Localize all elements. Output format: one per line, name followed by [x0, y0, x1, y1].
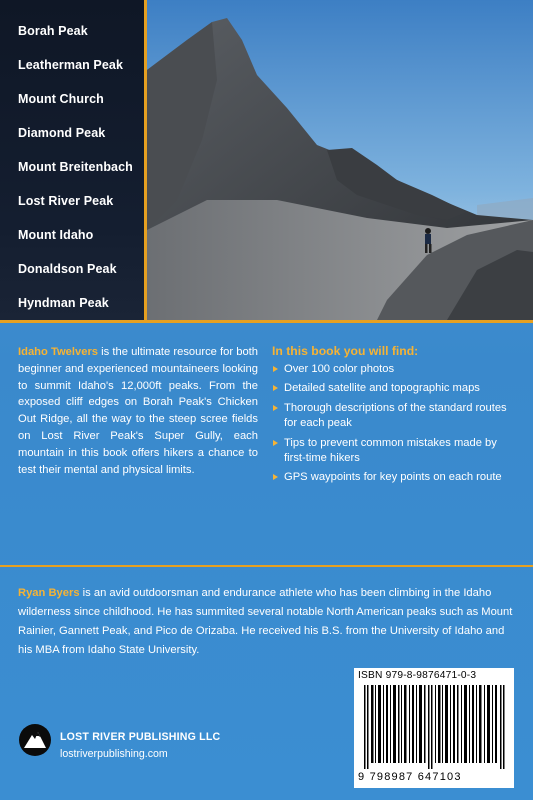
isbn-barcode-box — [354, 668, 514, 788]
features-section — [272, 344, 512, 490]
peak-list-item: Lost River Peak — [18, 194, 114, 208]
feature-item — [272, 381, 512, 396]
peak-list-item: Donaldson Peak — [18, 262, 117, 276]
peak-list-item: Diamond Peak — [18, 126, 106, 140]
author-bio — [18, 584, 518, 660]
peak-list-item: Hyndman Peak — [18, 296, 109, 310]
feature-item-text: Tips to prevent common mistakes made by first-time hikers — [284, 436, 497, 465]
peak-list-panel — [0, 0, 144, 322]
intro-paragraph — [18, 344, 258, 478]
features-list — [272, 362, 512, 486]
publisher-name: LOST RIVER PUBLISHING LLC — [60, 731, 221, 743]
feature-item-text: GPS waypoints for key points on each route — [284, 471, 502, 484]
horizontal-divider-top — [0, 320, 533, 323]
peak-list-item: Leatherman Peak — [18, 58, 124, 72]
publisher-url: lostriverpublishing.com — [60, 748, 168, 760]
barcode-digits: 9 798987 647103 — [358, 771, 462, 783]
bullet-triangle-icon — [273, 385, 278, 391]
horizontal-divider-middle — [0, 565, 533, 567]
peak-list-item: Borah Peak — [18, 24, 88, 38]
intro-text: is the ultimate resource for both beginner and experienced mountaineers looking to summit Idaho's 12,000ft peaks. From the exposed cliff edges on Borah Peak's Chicken Out Ridge, all the way to the steep scree fields on Lost River Peak's Super Gully, each mountain in this book offers hikers a chance to test their mental and physical limits. — [18, 346, 259, 476]
book-title-highlight: Idaho Twelvers — [18, 346, 99, 358]
feature-item — [272, 401, 512, 432]
bullet-triangle-icon — [273, 474, 278, 480]
feature-item — [272, 436, 512, 467]
top-section — [0, 0, 533, 322]
peak-list-item: Mount Idaho — [18, 228, 94, 242]
bullet-triangle-icon — [273, 440, 278, 446]
mountain-logo-icon — [18, 723, 52, 757]
peak-list-item: Mount Church — [18, 92, 104, 106]
bullet-triangle-icon — [273, 366, 278, 372]
features-heading: In this book you will find: — [272, 344, 419, 358]
mountain-photo-illustration — [147, 0, 533, 320]
feature-item-text: Detailed satellite and topographic maps — [284, 382, 480, 395]
author-name-highlight: Ryan Byers — [18, 587, 80, 599]
feature-item — [272, 362, 512, 377]
feature-item-text: Thorough descriptions of the standard routes for each peak — [284, 401, 507, 430]
mountain-photo — [147, 0, 533, 320]
bullet-triangle-icon — [273, 405, 278, 411]
feature-item — [272, 470, 512, 485]
peak-list-item: Mount Breitenbach — [18, 160, 133, 174]
isbn-label: ISBN 979-8-9876471-0-3 — [358, 670, 477, 681]
author-bio-text: is an avid outdoorsman and endurance athlete who has been climbing in the Idaho wilderness since childhood. He has summited several notable North American peaks such as Mount Rainier, Gannett Peak, and Pico de Orizaba. He received his B.S. from the University of Idaho and his MBA from Idaho State University. — [18, 587, 513, 656]
feature-item-text: Over 100 color photos — [284, 363, 395, 375]
barcode-icon — [364, 685, 506, 769]
